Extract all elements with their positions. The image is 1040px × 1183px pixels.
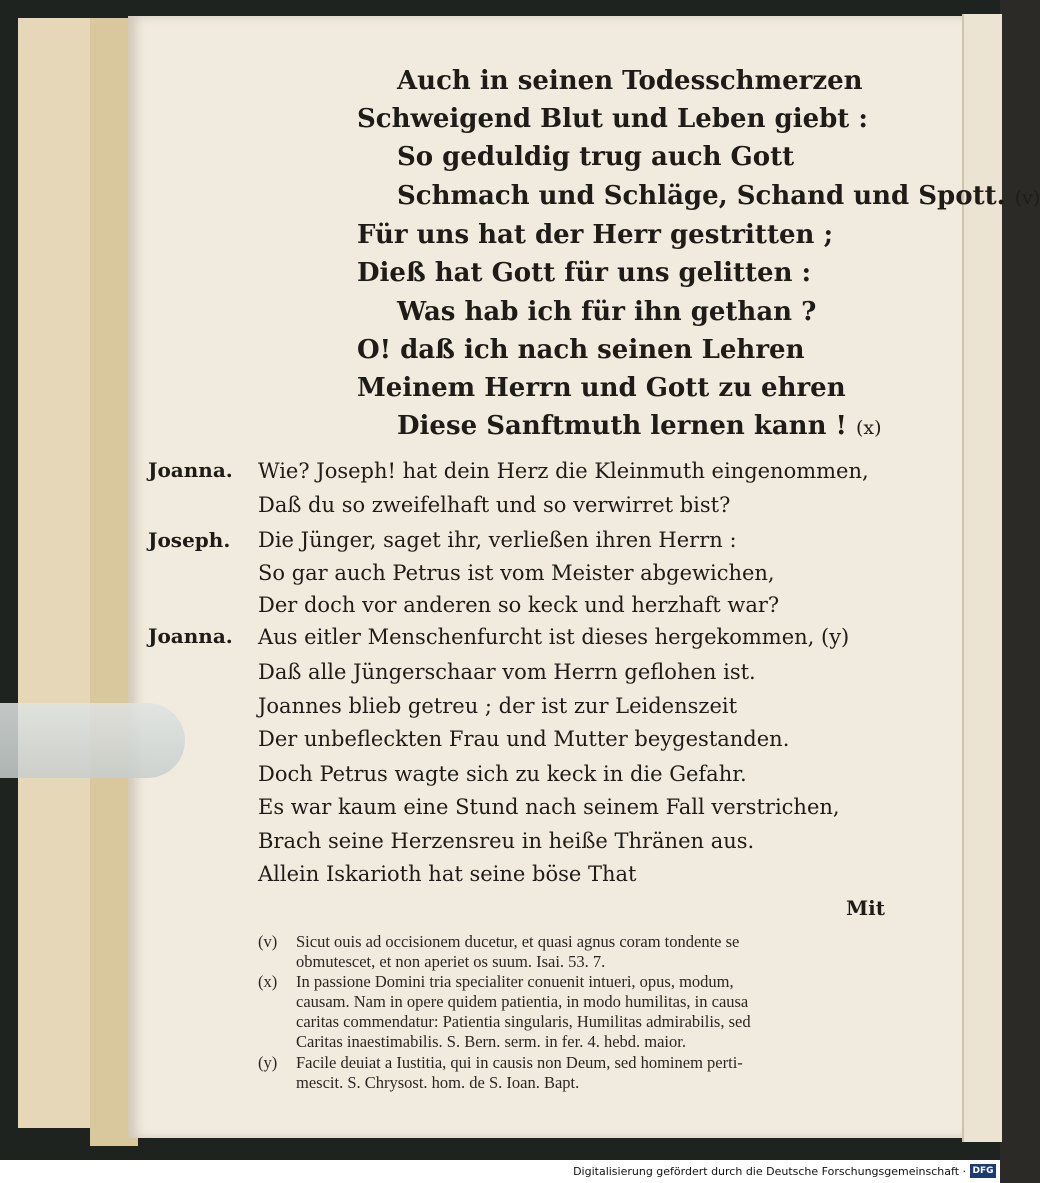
footnote-line: Sicut ouis ad occisionem ducetur, et quasi agnus coram tondente se [296, 932, 740, 951]
footnote-ref: (v) [1014, 187, 1040, 209]
catchword: Mit [846, 896, 885, 920]
footnote-line: mescit. S. Chrysost. hom. de S. Ioan. Bapt. [296, 1073, 580, 1092]
footnote-line: Caritas inaestimabilis. S. Bern. serm. in fer. 4. hebd. maior. [296, 1032, 686, 1051]
dfg-logo: DFG [970, 1164, 996, 1178]
footnote-mark: (v) [258, 932, 278, 951]
dialogue-line: Wie? Joseph! hat dein Herz die Kleinmuth eingenommen, [258, 459, 869, 483]
footnote-mark: (y) [258, 1053, 278, 1072]
verse-line: Dieß hat Gott für uns gelitten : [357, 258, 812, 288]
dialogue-line: Die Jünger, saget ihr, verließen ihren Herrn : [258, 528, 737, 552]
dialogue-line: Doch Petrus wagte sich zu keck in die Gefahr. [258, 762, 747, 786]
verse-line: Schmach und Schläge, Schand und Spott. (v) [397, 181, 1040, 211]
verse-line: O! daß ich nach seinen Lehren [357, 335, 805, 365]
dialogue-line: Es war kaum eine Stund nach seinem Fall verstrichen, [258, 795, 840, 819]
verse-line: Was hab ich für ihn gethan ? [397, 297, 817, 327]
footnote-mark: (x) [258, 972, 278, 991]
dialogue-line: Daß alle Jüngerschaar vom Herrn geflohen ist. [258, 660, 756, 684]
dialogue-line: Allein Iskarioth hat seine böse That [258, 862, 637, 886]
footnote-line: Facile deuiat a Iustitia, qui in causis non Deum, sed hominem perti- [296, 1053, 743, 1072]
speaker-label: Joseph. [148, 528, 231, 552]
speaker-label: Joanna. [148, 624, 233, 648]
verse-line: Diese Sanftmuth lernen kann ! (x) [397, 411, 882, 441]
dialogue-line: Aus eitler Menschenfurcht ist dieses hergekommen, (y) [258, 625, 850, 649]
verse-line: So geduldig trug auch Gott [397, 142, 795, 172]
footnote-line: causam. Nam in opere quidem patientia, in modo humilitas, in causa [296, 992, 749, 1011]
footnote-line: caritas commendatur: Patientia singularis, Humilitas admirabilis, sed [296, 1012, 751, 1031]
dialogue-line: Daß du so zweifelhaft und so verwirret bist? [258, 493, 731, 517]
dialogue-line: So gar auch Petrus ist vom Meister abgewichen, [258, 561, 775, 585]
page-clip [0, 703, 185, 778]
footnote-line: obmutescet, et non aperiet os suum. Isai. 53. 7. [296, 952, 606, 971]
dialogue-line: Brach seine Herzensreu in heiße Thränen aus. [258, 829, 755, 853]
footnote-line: In passione Domini tria specialiter conuenit intueri, opus, modum, [296, 972, 734, 991]
verse-line: Auch in seinen Todesschmerzen [397, 66, 863, 96]
verse-line: Schweigend Blut und Leben giebt : [357, 104, 868, 134]
verse-line: Für uns hat der Herr gestritten ; [357, 220, 834, 250]
dialogue-line: Der doch vor anderen so keck und herzhaft war? [258, 593, 780, 617]
speaker-label: Joanna. [148, 458, 233, 482]
dialogue-line: Joannes blieb getreu ; der ist zur Leidenszeit [258, 694, 738, 718]
verse-line: Meinem Herrn und Gott zu ehren [357, 373, 846, 403]
credit-text: Digitalisierung gefördert durch die Deutsche Forschungsgemeinschaft · [573, 1165, 966, 1178]
footnote-ref: (x) [856, 417, 882, 439]
dialogue-line: Der unbefleckten Frau und Mutter beygestanden. [258, 727, 790, 751]
